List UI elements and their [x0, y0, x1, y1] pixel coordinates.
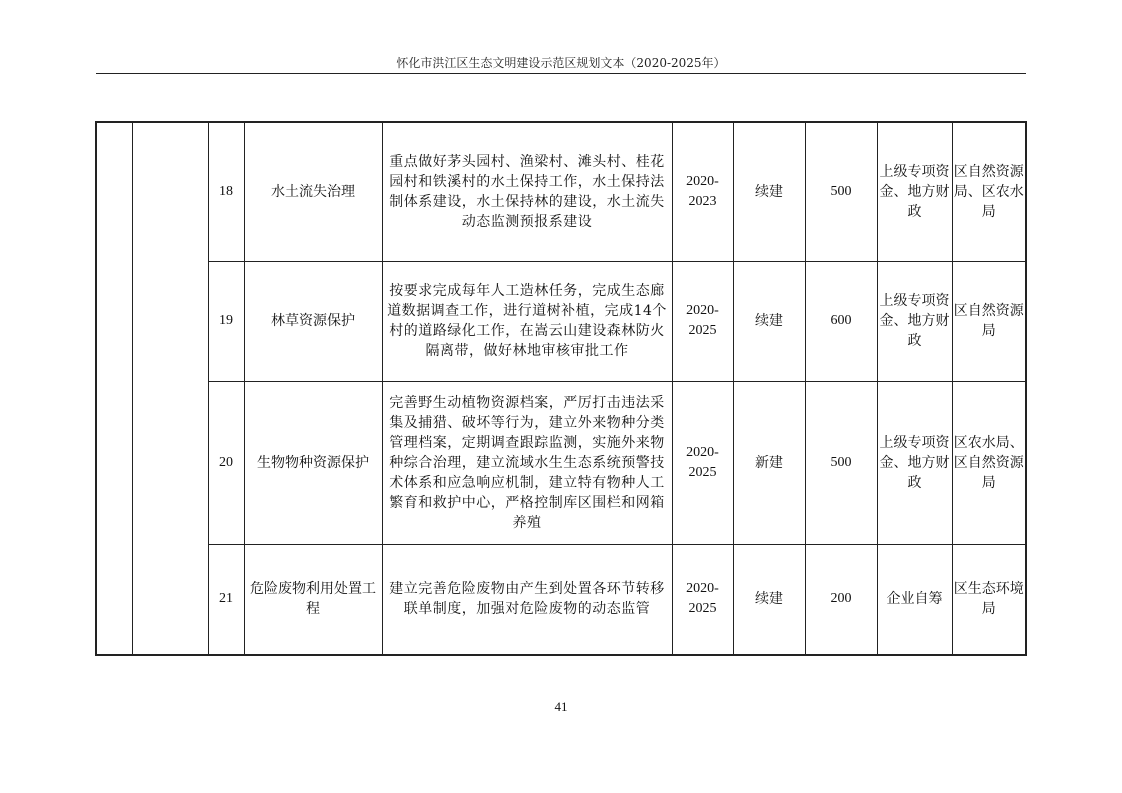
project-name: 危险废物利用处置工程 — [244, 544, 382, 655]
row-number: 19 — [208, 261, 244, 381]
table-row — [96, 122, 1026, 261]
project-name: 林草资源保护 — [244, 261, 382, 381]
project-investment: 200 — [805, 544, 877, 655]
subcategory-cell — [132, 122, 208, 655]
project-investment: 600 — [805, 261, 877, 381]
project-name: 水土流失治理 — [244, 122, 382, 261]
funding-source: 企业自筹 — [877, 544, 952, 655]
project-investment: 500 — [805, 381, 877, 544]
category-cell — [96, 122, 132, 655]
table-row — [96, 544, 1026, 655]
project-nature: 续建 — [733, 544, 805, 655]
document-header: 怀化市洪江区生态文明建设示范区规划文本（2020-2025年） — [396, 56, 726, 70]
responsible-dept: 区农水局、区自然资源局 — [952, 381, 1026, 544]
project-name: 生物物种资源保护 — [244, 381, 382, 544]
row-number: 18 — [208, 122, 244, 261]
project-period: 2020-2025 — [672, 381, 733, 544]
project-content: 重点做好茅头园村、渔梁村、滩头村、桂花园村和铁溪村的水土保持工作，水土保持法制体系建设，水土保持林的建设，水土流失动态监测预报系建设 — [382, 122, 672, 261]
project-investment: 500 — [805, 122, 877, 261]
project-content: 按要求完成每年人工造林任务，完成生态廊道数据调查工作，进行道树补植，完成14个村的道路绿化工作，在嵩云山建设森林防火隔离带，做好林地审核审批工作 — [382, 261, 672, 381]
table-row — [96, 261, 1026, 381]
funding-source: 上级专项资金、地方财政 — [877, 381, 952, 544]
funding-source: 上级专项资金、地方财政 — [877, 122, 952, 261]
project-nature: 续建 — [733, 122, 805, 261]
project-content: 完善野生动植物资源档案，严厉打击违法采集及捕猎、破坏等行为，建立外来物种分类管理档案，定期调查跟踪监测，实施外来物种综合治理，建立流域水生生态系统预警技术体系和应急响应机制，建立特有物种人工繁育和救护中心，严格控制库区围栏和网箱养殖 — [382, 381, 672, 544]
page-number: 41 — [554, 699, 568, 714]
table-row — [96, 381, 1026, 544]
responsible-dept: 区生态环境局 — [952, 544, 1026, 655]
funding-source: 上级专项资金、地方财政 — [877, 261, 952, 381]
project-period: 2020-2023 — [672, 122, 733, 261]
project-period: 2020-2025 — [672, 544, 733, 655]
project-nature: 新建 — [733, 381, 805, 544]
row-number: 21 — [208, 544, 244, 655]
project-period: 2020-2025 — [672, 261, 733, 381]
responsible-dept: 区自然资源局、区农水局 — [952, 122, 1026, 261]
project-nature: 续建 — [733, 261, 805, 381]
responsible-dept: 区自然资源局 — [952, 261, 1026, 381]
header-divider — [96, 73, 1026, 74]
project-table — [95, 121, 1027, 656]
project-content: 建立完善危险废物由产生到处置各环节转移联单制度，加强对危险废物的动态监管 — [382, 544, 672, 655]
row-number: 20 — [208, 381, 244, 544]
